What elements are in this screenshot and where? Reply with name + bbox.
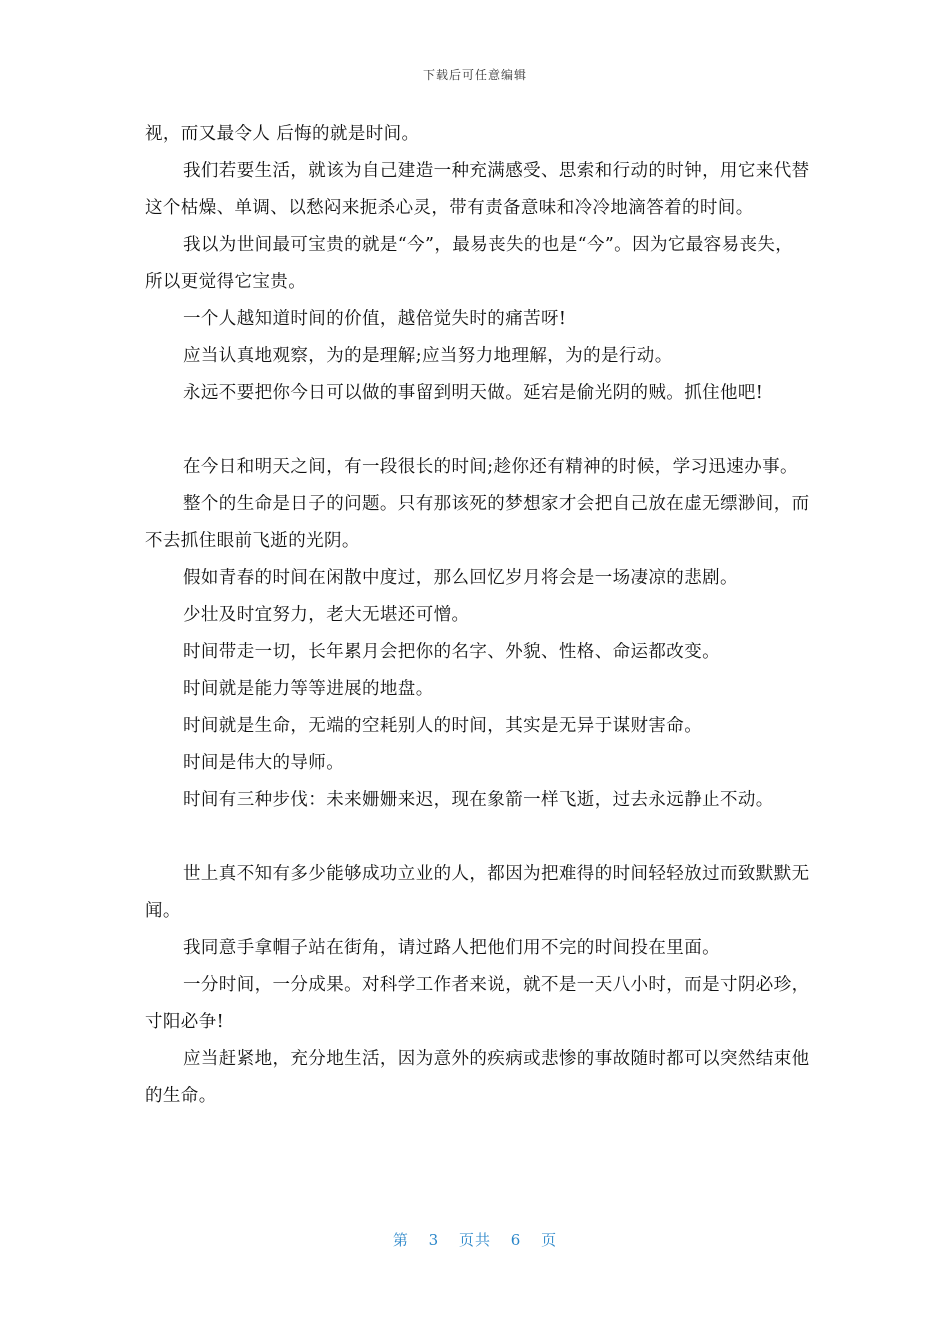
paragraph: 一分时间，一分成果。对科学工作者来说，就不是一天八小时，而是寸阴必珍，寸阳必争! <box>145 975 810 1032</box>
paragraph-gap <box>145 819 810 856</box>
paragraph: 时间带走一切，长年累月会把你的名字、外貌、性格、命运都改变。 <box>183 642 720 662</box>
paragraph: 我同意手拿帽子站在街角，请过路人把他们用不完的时间投在里面。 <box>183 938 720 958</box>
paragraph: 我们若要生活，就该为自己建造一种充满感受、思索和行动的时钟，用它来代替这个枯燥、单调、以愁闷来扼杀心灵，带有责备意味和冷冷地滴答着的时间。 <box>145 161 810 218</box>
paragraph: 在今日和明天之间，有一段很长的时间;趁你还有精神的时候，学习迅速办事。 <box>183 457 798 477</box>
document-body <box>145 116 810 1115</box>
paragraph-gap <box>145 412 810 449</box>
paragraph: 时间有三种步伐：未来姗姗来迟，现在象箭一样飞逝，过去永远静止不动。 <box>183 790 774 810</box>
paragraph: 一个人越知道时间的价值，越倍觉失时的痛苦呀! <box>183 309 567 329</box>
paragraph: 应当认真地观察，为的是理解;应当努力地理解，为的是行动。 <box>183 346 673 366</box>
paragraph-continuation: 视，而又最令人 后悔的就是时间。 <box>145 124 420 144</box>
paragraph: 世上真不知有多少能够成功立业的人，都因为把难得的时间轻轻放过而致默默无闻。 <box>145 864 810 921</box>
paragraph: 假如青春的时间在闲散中度过，那么回忆岁月将会是一场凄凉的悲剧。 <box>183 568 738 588</box>
paragraph: 永远不要把你今日可以做的事留到明天做。延宕是偷光阴的贼。抓住他吧! <box>183 383 764 403</box>
paragraph: 时间是伟大的导师。 <box>183 753 345 773</box>
paragraph: 时间就是能力等等进展的地盘。 <box>183 679 434 699</box>
page-number-footer: 第 3 页共 6 页 <box>392 1231 558 1249</box>
page-header: 下载后可任意编辑 <box>422 68 527 82</box>
paragraph: 我以为世间最可宝贵的就是“今”，最易丧失的也是“今”。因为它最容易丧失，所以更觉得它宝贵。 <box>145 235 794 292</box>
paragraph: 应当赶紧地，充分地生活，因为意外的疾病或悲惨的事故随时都可以突然结束他的生命。 <box>145 1049 810 1106</box>
paragraph: 少壮及时宜努力，老大无堪还可憎。 <box>183 605 470 625</box>
paragraph: 整个的生命是日子的问题。只有那该死的梦想家才会把自己放在虚无缥渺间，而不去抓住眼前飞逝的光阴。 <box>145 494 810 551</box>
paragraph: 时间就是生命，无端的空耗别人的时间，其实是无异于谋财害命。 <box>183 716 703 736</box>
